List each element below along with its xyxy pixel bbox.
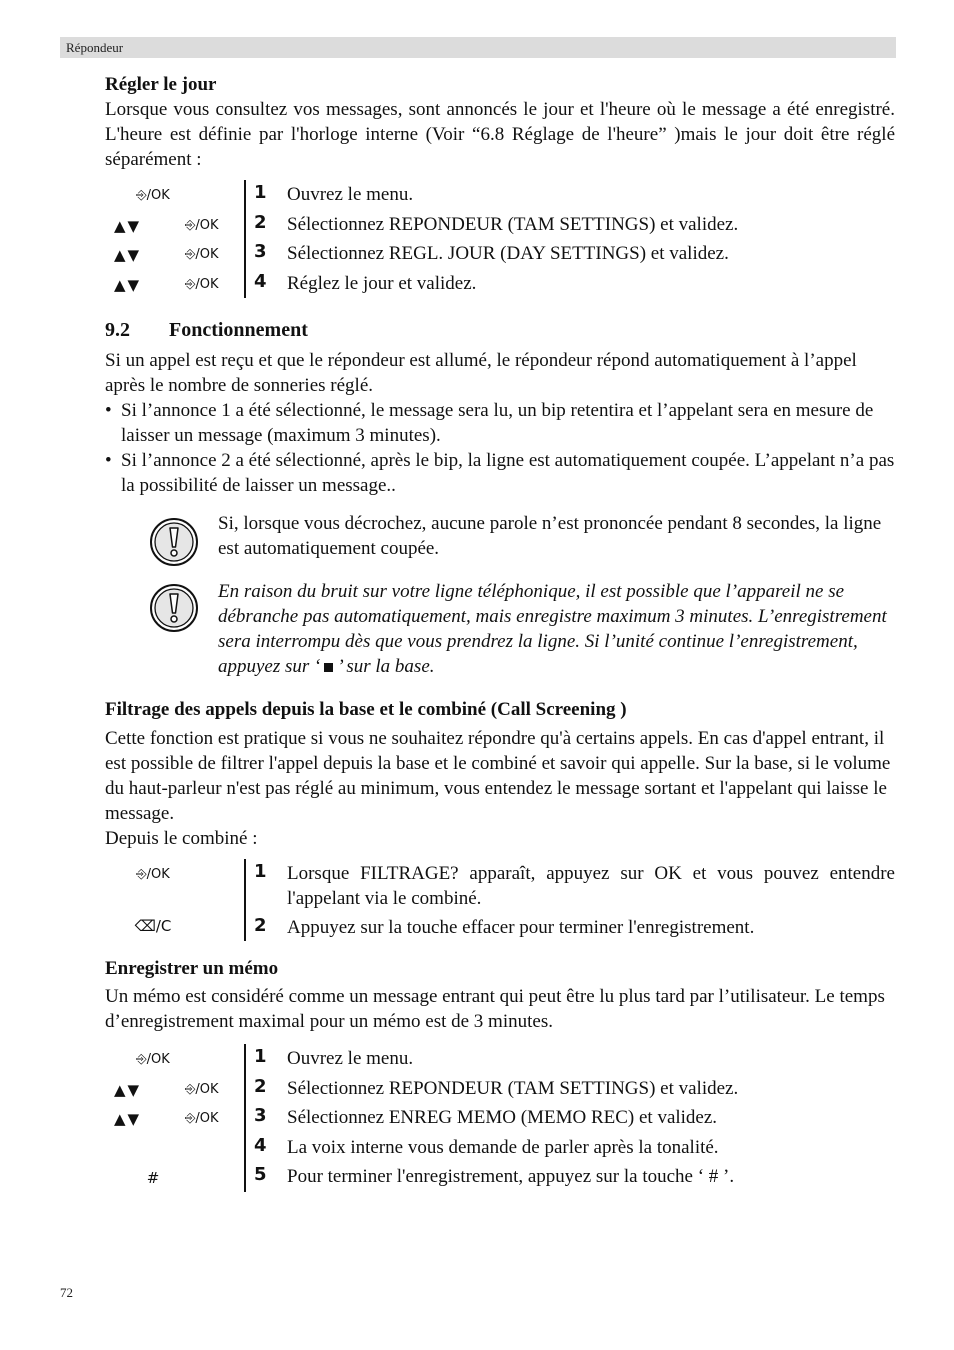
- operation-intro: Si un appel est reçu et que le répondeur est allumé, le répondeur répond automatiquement à l’appel après le nombre de sonneries réglé.: [105, 350, 857, 396]
- section-heading: [105, 318, 895, 343]
- note-text-part: ’ sur la base.: [337, 656, 435, 677]
- step-row: [105, 1074, 895, 1104]
- menu-ok-key-icon: ⎆/OK: [136, 1052, 170, 1067]
- step-text: La voix interne vous demande de parler après la tonalité.: [287, 1136, 719, 1158]
- menu-ok-key-icon: ⎆/OK: [185, 1081, 219, 1097]
- step-number: 3: [254, 1105, 267, 1126]
- menu-ok-key-icon: ⎆/OK: [185, 217, 219, 233]
- memo-steps: [105, 1044, 895, 1192]
- step-row: [105, 210, 895, 240]
- up-down-arrows-icon: ▲▼: [114, 246, 142, 264]
- menu-ok-key-icon: ⎆/OK: [185, 1111, 219, 1126]
- header-title: Répondeur: [66, 40, 124, 55]
- step-number: 2: [254, 211, 267, 233]
- note-text-part: En raison du bruit sur votre ligne téléphonique, il est possible que l’appareil ne se débranche pas automatiquement, mais enregistre maximum 3 minutes. L’enregistrement sera interrompu dès que vous prendrez la ligne. Si l’unité continue l’enregistrement, appuyez sur ‘: [218, 581, 887, 677]
- step-number: 4: [254, 1134, 267, 1156]
- step-text: Pour terminer l'enregistrement, appuyez sur la touche ‘ # ’.: [287, 1166, 735, 1187]
- step-number: 1: [254, 182, 267, 203]
- up-down-arrows-icon: ▲▼: [114, 1080, 142, 1099]
- memo-title: Enregistrer un mémo: [105, 958, 279, 979]
- day-steps: [105, 180, 895, 298]
- day-section-title: Régler le jour: [105, 74, 217, 95]
- step-number: 2: [254, 1075, 267, 1097]
- running-header: [60, 37, 896, 58]
- day-section-intro: Lorsque vous consultez vos messages, sont annoncés le jour et l'heure où le message a été enregistré. L'heure est définie par l'horloge interne (Voir “6.8 Réglage de l'heure” )mais le jour doit être réglé séparément :: [105, 99, 895, 170]
- section-title: Fonctionnement: [169, 319, 308, 341]
- step-text: Lorsque FILTRAGE? apparaît, appuyez sur OK et vous pouvez entendre l'appelant via le combiné.: [287, 863, 895, 909]
- note-box: [105, 579, 895, 679]
- step-number: 2: [254, 915, 267, 936]
- step-row: [105, 1044, 895, 1074]
- menu-ok-key-icon: ⎆/OK: [185, 247, 219, 262]
- page-content: [105, 72, 895, 1192]
- bullet-mark: •: [105, 450, 112, 471]
- menu-ok-key-icon: ⎆/OK: [185, 276, 219, 292]
- list-item: [105, 398, 895, 448]
- operation-bullets: [105, 398, 895, 498]
- step-number: 4: [254, 270, 267, 292]
- note-box: [105, 511, 895, 561]
- menu-ok-key-icon: ⎆/OK: [136, 188, 170, 203]
- step-number: 1: [254, 1046, 267, 1067]
- warning-icon: [149, 517, 199, 567]
- hash-key-icon: #: [146, 1169, 160, 1187]
- note-text: [218, 579, 895, 679]
- step-row: [105, 1133, 895, 1163]
- step-row: [105, 1162, 895, 1192]
- step-row: [105, 180, 895, 210]
- step-row: [105, 859, 895, 913]
- step-text: Sélectionnez ENREG MEMO (MEMO REC) et validez.: [287, 1107, 718, 1128]
- step-text: Sélectionnez REGL. JOUR (DAY SETTINGS) et validez.: [287, 243, 729, 264]
- step-text: Sélectionnez REPONDEUR (TAM SETTINGS) et validez.: [287, 213, 739, 235]
- up-down-arrows-icon: ▲▼: [114, 216, 142, 235]
- screening-from-handset: Depuis le combiné :: [105, 828, 258, 849]
- step-number: 3: [254, 241, 267, 262]
- step-number: 5: [254, 1164, 267, 1185]
- bullet-text: Si l’annonce 2 a été sélectionné, après le bip, la ligne est automatiquement coupée. L’appelant n’a pas la possibilité de laisser un message..: [121, 450, 895, 496]
- stop-square-icon: [324, 663, 333, 672]
- up-down-arrows-icon: ▲▼: [114, 1110, 142, 1128]
- page-number: 72: [60, 1285, 73, 1300]
- step-row: [105, 239, 895, 269]
- bullet-text: Si l’annonce 1 a été sélectionné, le message sera lu, un bip retentira et l’appelant sera en mesure de laisser un message (maximum 3 minutes).: [121, 400, 874, 446]
- step-row: [105, 913, 895, 941]
- bullet-mark: •: [105, 400, 112, 421]
- screening-intro: Cette fonction est pratique si vous ne souhaitez répondre qu'à certains appels. En cas d'appel entrant, il est possible de filtrer l'appel depuis la base et le combiné et savoir qui appelle. Sur la base, si le volume du haut-parleur n'est pas réglé au minimum, vous entendez le message sortant et l'appelant qui laisse le message.: [105, 728, 891, 824]
- list-item: [105, 448, 895, 498]
- step-text: Ouvrez le menu.: [287, 184, 414, 205]
- step-row: [105, 1103, 895, 1133]
- step-row: [105, 269, 895, 299]
- clear-key-icon: ⌫/C: [134, 917, 172, 935]
- menu-ok-key-icon: ⎆/OK: [136, 867, 170, 882]
- section-number: 9.2: [105, 319, 130, 341]
- step-text: Sélectionnez REPONDEUR (TAM SETTINGS) et validez.: [287, 1077, 739, 1099]
- step-text: Ouvrez le menu.: [287, 1048, 414, 1069]
- step-text: Appuyez sur la touche effacer pour terminer l'enregistrement.: [287, 917, 755, 938]
- screening-title: Filtrage des appels depuis la base et le combiné (Call Screening ): [105, 699, 627, 720]
- warning-icon: [149, 583, 199, 633]
- memo-intro: Un mémo est considéré comme un message entrant qui peut être lu plus tard par l’utilisateur. Le temps d’enregistrement maximal pour un mémo est de 3 minutes.: [105, 986, 885, 1032]
- step-text: Réglez le jour et validez.: [287, 272, 477, 294]
- step-number: 1: [254, 861, 267, 882]
- up-down-arrows-icon: ▲▼: [114, 275, 142, 294]
- screening-steps: [105, 859, 895, 941]
- note-text: Si, lorsque vous décrochez, aucune parole n’est prononcée pendant 8 secondes, la ligne est automatiquement coupée.: [218, 513, 882, 559]
